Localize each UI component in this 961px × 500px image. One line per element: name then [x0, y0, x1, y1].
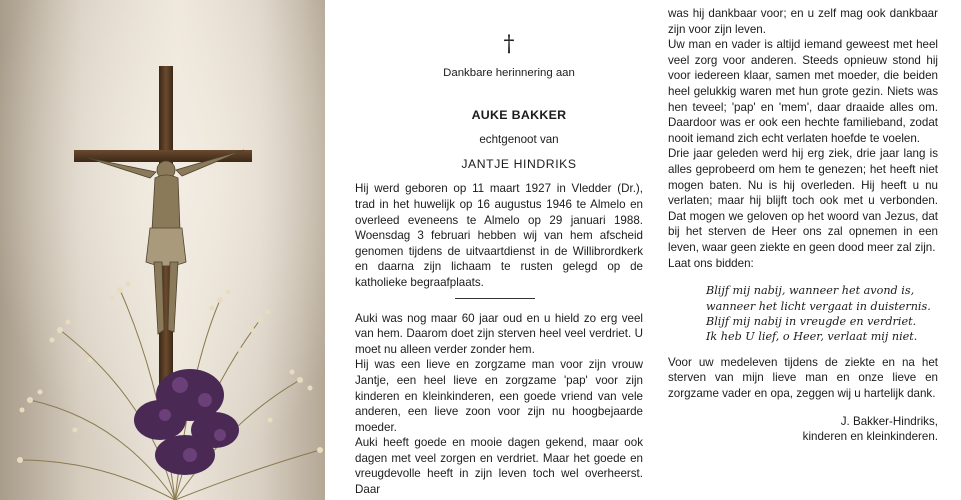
- poem-line: Blijf mij nabij in vreugde en verdriet.: [706, 314, 917, 328]
- signature-name: J. Bakker-Hindriks,: [840, 414, 938, 428]
- divider-line: [455, 298, 535, 299]
- text-paragraph: Drie jaar geleden werd hij erg ziek, drie jaar lang is alles geprobeerd om hem te genezen; het heeft niet mogen baten. Nu is hij overleden. Hij heeft u nu verlaten; maar hij blijft toch ook met u verbonden. Dat mogen we geloven op het woord van Jezus, dat bij het sterven de Heer ons zal opnemen in een leven, waar geen ziekte en geen dood meer zal zijn.: [668, 147, 938, 254]
- text-paragraph: Hij was een lieve en zorgzame man voor zijn vrouw Jantje, een heel lieve en zorgzame 'pap' voor zijn kinderen en kleinkinderen, een goede vriend van vele anderen, een lieve zoon voor zijn nu hoogbejaarde moeder.: [355, 358, 643, 434]
- signature: [668, 414, 938, 445]
- poem-line: wanneer het licht vergaat in duisternis.: [706, 299, 931, 313]
- intro-line: Dankbare herinnering aan: [443, 67, 575, 79]
- thanks-paragraph: Voor uw medeleven tijdens de ziekte en na het sterven van mijn lieve man en onze lieve en zorgzame vader en opa, zeggen wij u hartelijk dank.: [668, 355, 938, 400]
- text-paragraph: Auki heeft goede en mooie dagen gekend, maar ook dagen met veel zorgen en verdriet. Maar het goede en vreugdevolle heeft in zijn leven toch wel overheerst. Daar: [355, 436, 643, 497]
- prayer-poem: [706, 283, 938, 345]
- crucifix-photo: [0, 0, 325, 500]
- text-paragraph: Uw man en vader is altijd iemand geweest met heel veel zorg voor anderen. Steeds opnieuw stond hij voor iedereen klaar, samen met moeder, die beiden heel gelukkig waren met hun grote gezin. Niets was hen teveel; 'pap' en 'mem', daar draaide alles om. Daardoor was er ook een hechte familieband, zodat nooit iemand zich echt verlaten hoefde te voelen.: [668, 38, 938, 145]
- deceased-name: AUKE BAKKER: [471, 107, 567, 122]
- text-paragraph: Auki was nog maar 60 jaar oud en u hield zo erg veel van hem. Daarom doet zijn sterven heel veel verdriet. U moet nu alleen verder zonder hem.: [355, 311, 643, 356]
- card-middle-column: [355, 34, 643, 498]
- spouse-label: echtgenoot van: [479, 133, 559, 147]
- crucifix-image: [0, 0, 325, 500]
- biography-paragraph: Hij werd geboren op 11 maart 1927 in Vledder (Dr.), trad in het huwelijk op 16 augustus 1946 te Almelo en overleed eveneens te Almelo op 29 januari 1988. Woensdag 3 februari hebben wij van hem afscheid genomen tijdens de uitvaartdienst in de Willibrordkerk en daarna zijn lichaam te rusten gelegd op de katholieke begraafplaats.: [355, 182, 643, 289]
- card-right-column: [668, 6, 938, 445]
- poem-line: Ik heb U lief, o Heer, verlaat mij niet.: [706, 330, 918, 344]
- poem-line: Blijf mij nabij, wanneer het avond is,: [706, 284, 915, 298]
- cross-icon: †: [503, 32, 515, 57]
- prayer-intro: Laat ons bidden:: [668, 256, 754, 270]
- signature-family: kinderen en kleinkinderen.: [802, 430, 938, 444]
- text-paragraph: was hij dankbaar voor; en u zelf mag ook dankbaar zijn voor zijn leven.: [668, 7, 938, 36]
- spouse-name: JANTJE HINDRIKS: [461, 156, 577, 171]
